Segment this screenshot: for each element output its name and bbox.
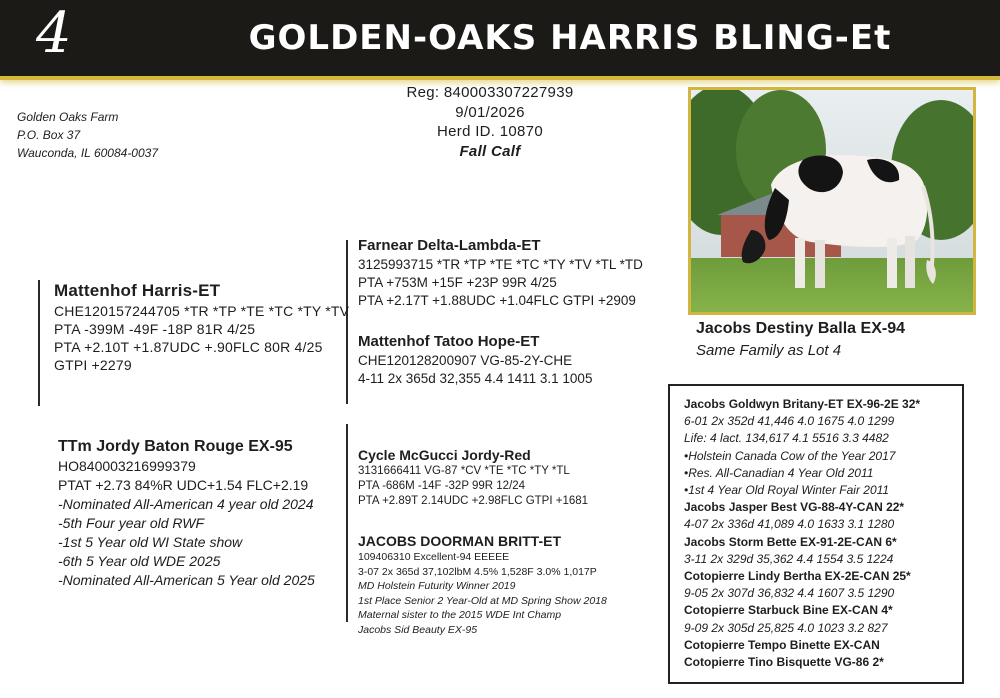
photo-caption-name: Jacobs Destiny Balla EX-94 xyxy=(696,320,905,337)
consignor-city: Wauconda, IL 60084-0037 xyxy=(17,146,159,160)
sire-sire-reg: 3125993715 *TR *TP *TE *TC *TY *TV *TL *TD xyxy=(358,257,643,272)
dam-note: -5th Four year old RWF xyxy=(58,515,205,531)
sire-sire-name: Farnear Delta-Lambda-ET xyxy=(358,237,541,254)
sire-sire-pta-type: PTA +2.17T +1.88UDC +1.04FLC GTPI +2909 xyxy=(358,293,636,308)
sire-sire-block xyxy=(358,236,643,310)
dam-dam-note: MD Holstein Futurity Winner 2019 xyxy=(358,580,516,592)
sire-gtpi: GTPI +2279 xyxy=(54,357,132,373)
sire-dam-name: Mattenhof Tatoo Hope-ET xyxy=(358,333,540,350)
pedigree-bracket-dam-sire xyxy=(346,424,348,622)
cow-photo xyxy=(688,87,976,315)
dam-sire-pta-type: PTA +2.89T 2.14UDC +2.98FLC GTPI +1681 xyxy=(358,495,589,507)
dam-dam-block xyxy=(358,532,607,637)
family-line: •Res. All-Canadian 4 Year Old 2011 xyxy=(684,465,874,480)
sire-reg: CHE120157244705 *TR *TP *TE *TC *TY *TV xyxy=(54,303,350,319)
dam-sire-pta-production: PTA -686M -14F -32P 99R 12/24 xyxy=(358,480,526,492)
dam-note: -1st 5 Year old WI State show xyxy=(58,534,243,550)
dam-dam-reg: 109406310 Excellent-94 EEEEE xyxy=(358,551,510,563)
family-line: Jacobs Jasper Best VG-88-4Y-CAN 22* xyxy=(684,500,905,515)
family-box xyxy=(668,384,964,684)
dam-note: -6th 5 Year old WDE 2025 xyxy=(58,553,221,569)
sire-block xyxy=(54,280,349,374)
family-line: Cotopierre Lindy Bertha EX-2E-CAN 25* xyxy=(684,569,911,584)
photo-caption xyxy=(696,318,905,362)
dam-name: TTm Jordy Baton Rouge EX-95 xyxy=(58,438,293,455)
family-line: Life: 4 lact. 134,617 4.1 5516 3.3 4482 xyxy=(684,431,889,446)
family-line: Cotopierre Tempo Binette EX-CAN xyxy=(684,637,880,652)
dam-sire-block xyxy=(358,446,588,509)
animal-title: GOLDEN-OAKS HARRIS BLING-Et xyxy=(248,18,892,58)
sire-pta-type: PTA +2.10T +1.87UDC +.90FLC 80R 4/25 xyxy=(54,339,323,355)
age-class: Fall Calf xyxy=(459,142,521,160)
sire-pta-production: PTA -399M -49F -18P 81R 4/25 xyxy=(54,321,256,337)
consignor-farm: Golden Oaks Farm xyxy=(17,110,119,124)
registration-info xyxy=(340,83,640,161)
sire-dam-reg: CHE120128200907 VG-85-2Y-CHE xyxy=(358,353,573,368)
photo-caption-subtitle: Same Family as Lot 4 xyxy=(696,342,842,359)
family-line: 3-11 2x 329d 35,362 4.4 1554 3.5 1224 xyxy=(684,551,894,566)
dam-dam-name: JACOBS DOORMAN BRITT-ET xyxy=(358,533,561,549)
family-line: Cotopierre Starbuck Bine EX-CAN 4* xyxy=(684,603,893,618)
dam-note: -Nominated All-American 5 Year old 2025 xyxy=(58,572,315,588)
family-line: Jacobs Storm Bette EX-91-2E-CAN 6* xyxy=(684,534,897,549)
family-line: •Holstein Canada Cow of the Year 2017 xyxy=(684,448,896,463)
birth-date: 9/01/2026 xyxy=(455,103,525,121)
family-line: 9-09 2x 305d 25,825 4.0 1023 3.2 827 xyxy=(684,620,888,635)
consignor-po-box: P.O. Box 37 xyxy=(17,128,81,142)
registration-number: Reg: 840003307227939 xyxy=(406,84,574,101)
dam-block xyxy=(58,436,315,590)
dam-reg: HO840003216999379 xyxy=(58,458,196,474)
dam-sire-name: Cycle McGucci Jordy-Red xyxy=(358,447,531,463)
dam-dam-note: Jacobs Sid Beauty EX-95 xyxy=(358,623,478,636)
title-banner xyxy=(0,0,1000,80)
dam-dam-note: 1st Place Senior 2 Year-Old at MD Spring Show 2018 xyxy=(358,594,607,607)
sire-dam-record: 4-11 2x 365d 32,355 4.4 1411 3.1 1005 xyxy=(358,371,593,386)
dam-note: -Nominated All-American 4 year old 2024 xyxy=(58,496,314,512)
dam-dam-record: 3-07 2x 365d 37,102lbM 4.5% 1,528F 3.0% 1,017P xyxy=(358,565,597,578)
family-line: Jacobs Goldwyn Britany-ET EX-96-2E 32* xyxy=(684,397,921,411)
family-line: •1st 4 Year Old Royal Winter Fair 2011 xyxy=(684,483,890,498)
sire-dam-block xyxy=(358,332,592,388)
sire-sire-pta-production: PTA +753M +15F +23P 99R 4/25 xyxy=(358,275,557,290)
consignor-address xyxy=(17,108,158,162)
sire-name: Mattenhof Harris-ET xyxy=(54,281,221,300)
family-line: Cotopierre Tino Bisquette VG-86 2* xyxy=(684,655,884,670)
family-line: 4-07 2x 336d 41,089 4.0 1633 3.1 1280 xyxy=(684,517,895,532)
dam-sire-reg: 3131666411 VG-87 *CV *TE *TC *TY *TL xyxy=(358,465,570,477)
pedigree-bracket-sire xyxy=(38,280,40,406)
family-line: 9-05 2x 307d 36,832 4.4 1607 3.5 1290 xyxy=(684,586,895,601)
dam-dam-note: Maternal sister to the 2015 WDE Int Champ xyxy=(358,609,562,621)
lot-number: 4 xyxy=(36,1,72,66)
herd-id: Herd ID. 10870 xyxy=(437,123,543,140)
family-line: 6-01 2x 352d 41,446 4.0 1675 4.0 1299 xyxy=(684,414,895,429)
dam-pta: PTAT +2.73 84%R UDC+1.54 FLC+2.19 xyxy=(58,477,309,493)
